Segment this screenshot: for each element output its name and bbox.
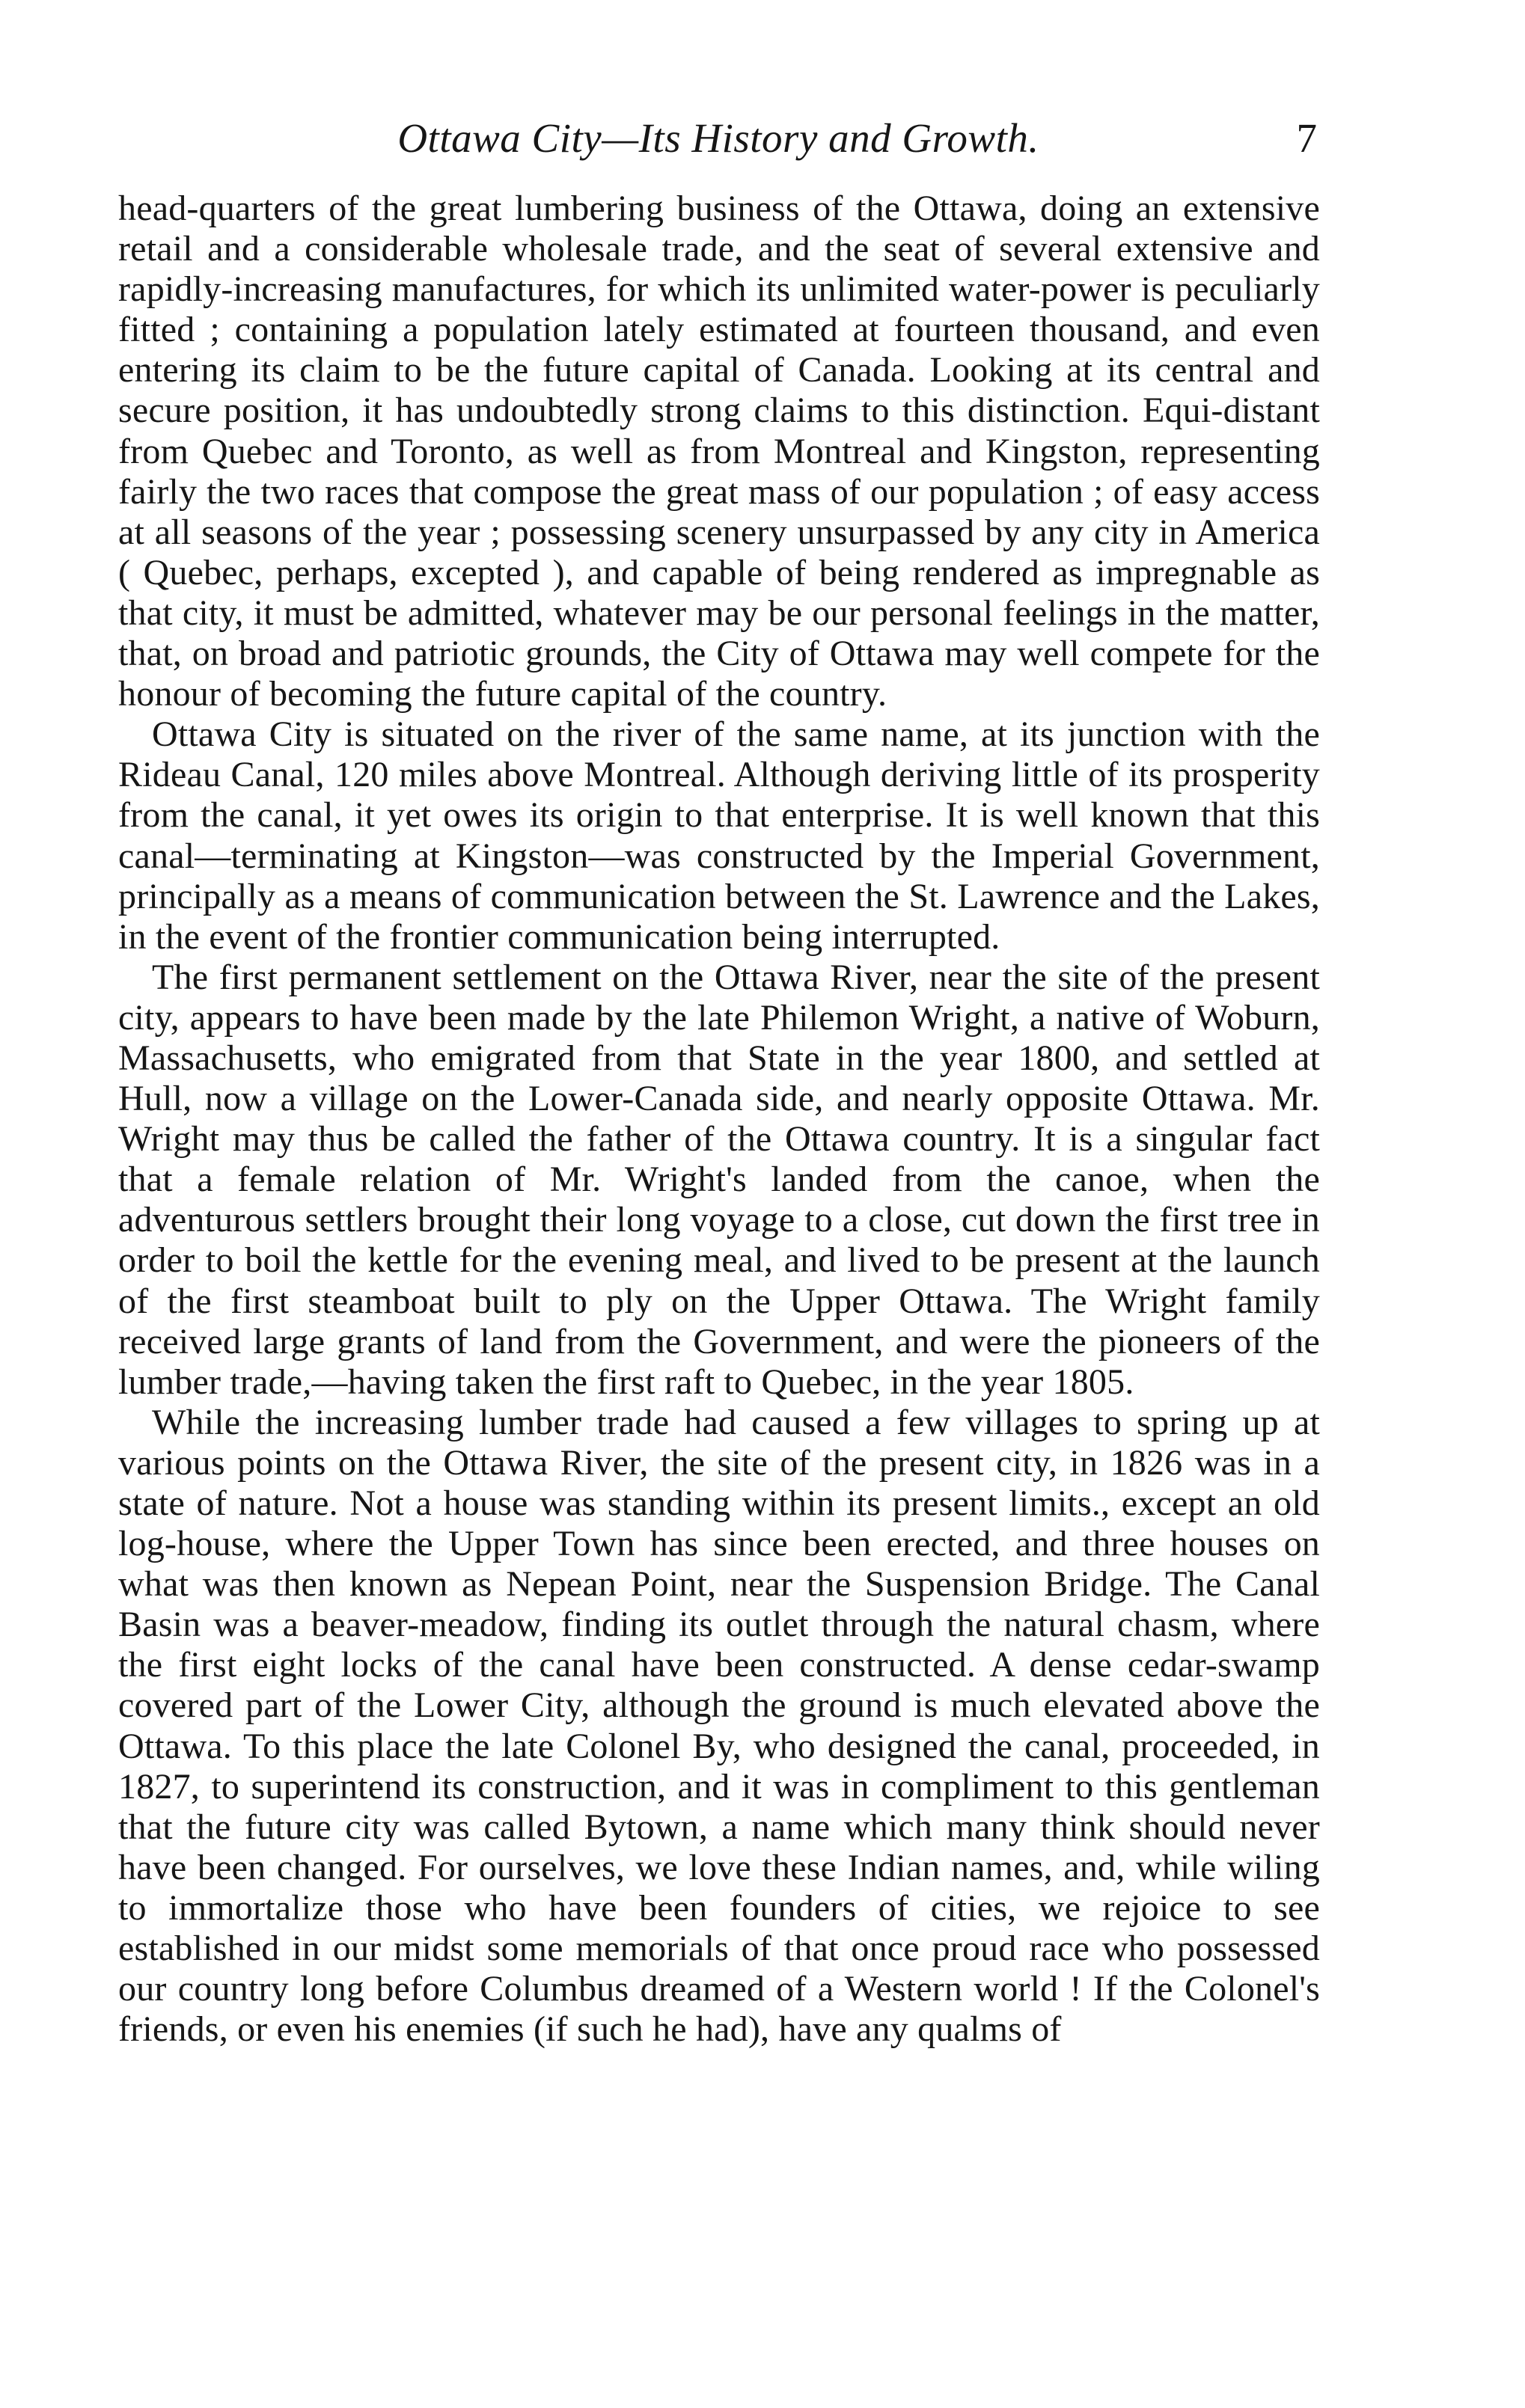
- paragraph-bytown-origin: While the increasing lumber trade had caused a few villages to spring up at various points on the Ottawa River, the site of the present city, in 1826 was in a state of nature. Not a house was standing within its present limits., except an old log-house, where the Upper Town has since been erected, and three houses on what was then known as Nepean Point, near the Suspension Bridge. The Canal Basin was a beaver-meadow, finding its outlet through the natural chasm, where the first eight locks of the canal have been constructed. A dense cedar-swamp covered part of the Lower City, although the ground is much elevated above the Ottawa. To this place the late Colonel By, who designed the canal, proceeded, in 1827, to superintend its construction, and it was in compliment to this gentleman that the future city was called Bytown, a name which many think should never have been changed. For ourselves, we love these Indian names, and, while wiling to immortalize those who have been founders of cities, we rejoice to see established in our midst some memorials of that once proud race who possessed our country long before Columbus dreamed of a Western world ! If the Colonel's friends, or even his enemies (if such he had), have any qualms of: [118, 1402, 1320, 2050]
- body-text: [118, 189, 1320, 2050]
- running-title: Ottawa City—Its History and Growth.: [397, 115, 1039, 161]
- paragraph-city-location: Ottawa City is situated on the river of the same name, at its junction with the Rideau Canal, 120 miles above Montreal. Although deriving little of its prosperity from the canal, it yet owes its origin to that enterprise. It is well known that this canal—terminating at Kingston—was constructed by the Imperial Government, principally as a means of communication between the St. Lawrence and the Lakes, in the event of the frontier communication being interrupted.: [118, 714, 1320, 957]
- page-number: 7: [1296, 115, 1317, 161]
- running-head: [120, 112, 1317, 165]
- paragraph-continuation: head-quarters of the great lumbering business of the Ottawa, doing an extensive retail and a considerable wholesale trade, and the seat of several extensive and rapidly-increasing manufactures, for which its unlimited water-power is peculiarly fitted ; containing a population lately estimated at fourteen thousand, and even entering its claim to be the future capital of Canada. Looking at its central and secure position, it has undoubtedly strong claims to this distinction. Equi-distant from Quebec and Toronto, as well as from Montreal and Kingston, representing fairly the two races that compose the great mass of our population ; of easy access at all seasons of the year ; possessing scenery unsurpassed by any city in America ( Quebec, perhaps, excepted ), and capable of being rendered as impregnable as that city, it must be admitted, whatever may be our personal feelings in the matter, that, on broad and patriotic grounds, the City of Ottawa may well compete for the honour of becoming the future capital of the country.: [118, 189, 1320, 714]
- paragraph-first-settlement: The first permanent settlement on the Ottawa River, near the site of the present city, appears to have been made by the late Philemon Wright, a native of Woburn, Massachusetts, who emigrated from that State in the year 1800, and settled at Hull, now a village on the Lower-Canada side, and nearly opposite Ottawa. Mr. Wright may thus be called the father of the Ottawa country. It is a singular fact that a female relation of Mr. Wright's landed from the canoe, when the adventurous settlers brought their long voyage to a close, cut down the first tree in order to boil the kettle for the evening meal, and lived to be present at the launch of the first steamboat built to ply on the Upper Ottawa. The Wright family received large grants of land from the Government, and were the pioneers of the lumber trade,—having taken the first raft to Quebec, in the year 1805.: [118, 957, 1320, 1402]
